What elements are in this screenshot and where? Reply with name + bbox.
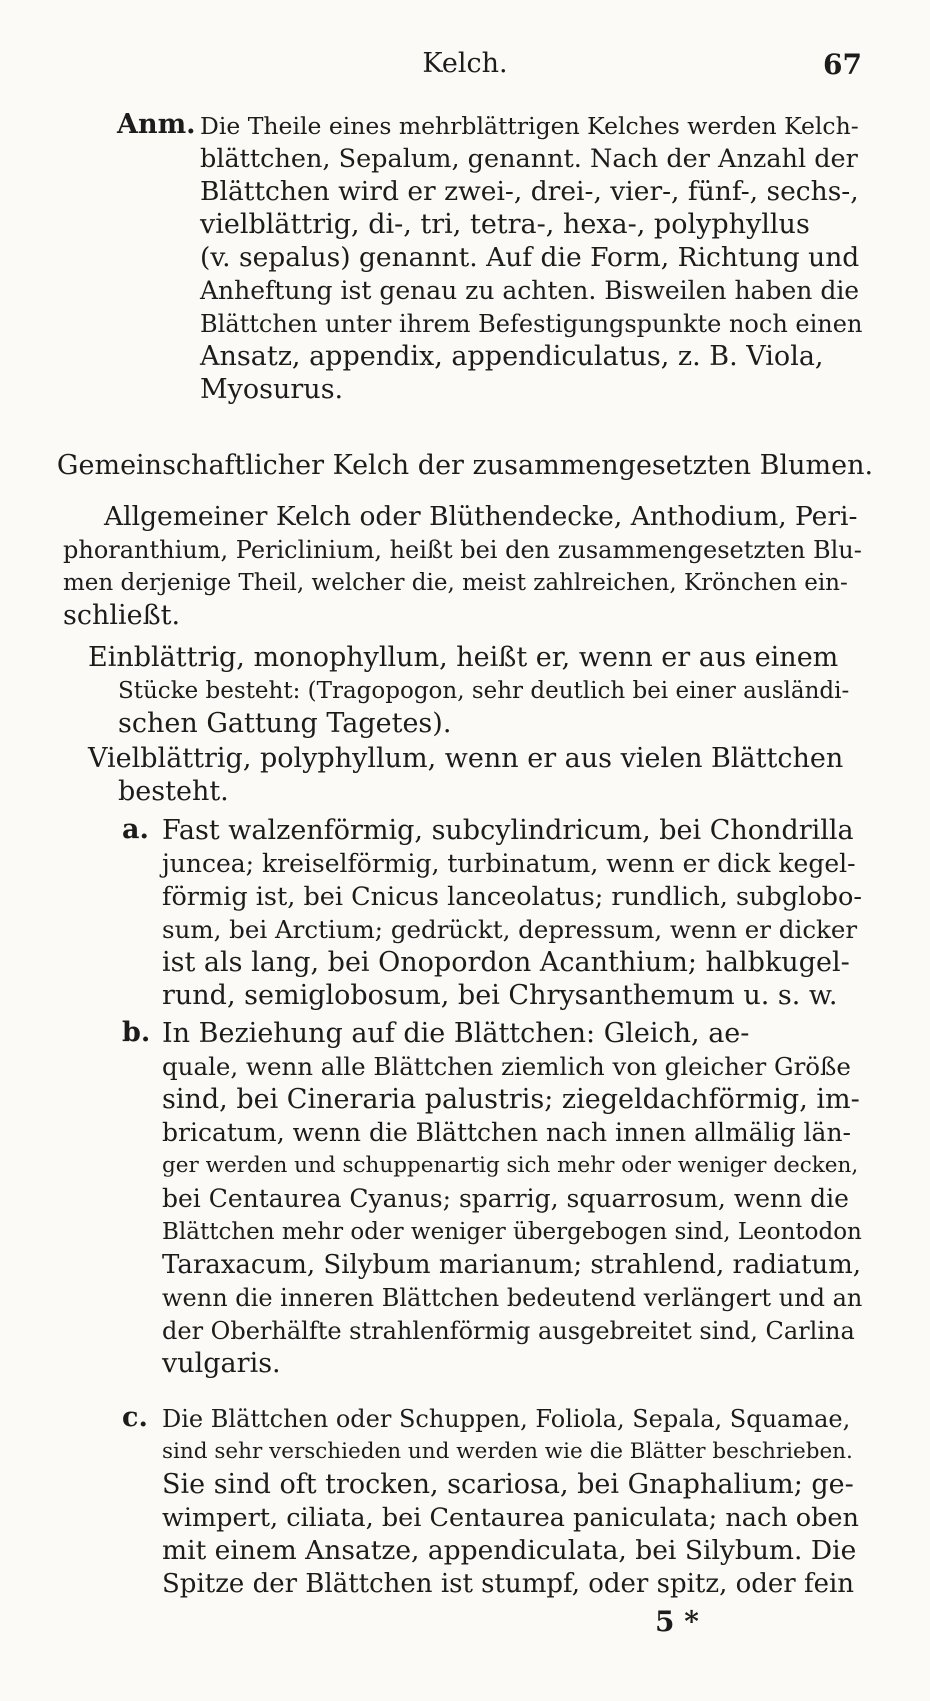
text-line: ger werden und schuppenartig sich mehr oder weniger decken, bbox=[162, 1153, 859, 1178]
text-line: Ansatz, appendix, appendiculatus, z. B. Viola, bbox=[200, 341, 824, 372]
text-line: Allgemeiner Kelch oder Blüthendecke, Anthodium, Peri- bbox=[104, 501, 858, 532]
text-line: Spitze der Blättchen ist stumpf, oder spitz, oder fein bbox=[162, 1569, 855, 1599]
text-line: juncea; kreiselförmig, turbinatum, wenn er dick kegel- bbox=[162, 849, 856, 878]
text-line: vielblättrig, di-, tri, tetra-, hexa-, polyphyllus bbox=[200, 209, 810, 240]
text-line: Anheftung ist genau zu achten. Bisweilen haben die bbox=[200, 276, 860, 305]
text-line: rund, semiglobosum, bei Chrysanthemum u. s. w. bbox=[162, 980, 838, 1011]
section-subtitle: Gemeinschaftlicher Kelch der zusammengesetzten Blumen. bbox=[56, 450, 874, 481]
text-line: In Beziehung auf die Blättchen: Gleich, ae- bbox=[162, 1018, 750, 1049]
item-a-label: a. bbox=[122, 814, 149, 845]
text-line: der Oberhälfte strahlenförmig ausgebreitet sind, Carlina bbox=[162, 1317, 855, 1345]
text-line: sum, bei Arctium; gedrückt, depressum, wenn er dicker bbox=[162, 915, 858, 944]
text-line: Blättchen mehr oder weniger übergebogen sind, Leontodon bbox=[162, 1219, 862, 1245]
text-line: förmig ist, bei Cnicus lanceolatus; rundlich, subglobo- bbox=[162, 882, 862, 912]
text-line: Fast walzenförmig, subcylindricum, bei Chondrilla bbox=[162, 815, 854, 846]
text-line: mit einem Ansatze, appendiculata, bei Silybum. Die bbox=[162, 1535, 857, 1566]
running-head: Kelch. bbox=[422, 48, 508, 79]
anm-label: Anm. bbox=[117, 109, 196, 140]
item-c-label: c. bbox=[122, 1402, 148, 1433]
text-line: Sie sind oft trocken, scariosa, bei Gnaphalium; ge- bbox=[162, 1469, 854, 1500]
text-line: Die Theile eines mehrblättrigen Kelches werden Kelch- bbox=[200, 112, 859, 140]
text-line: wimpert, ciliata, bei Centaurea paniculata; nach oben bbox=[162, 1503, 859, 1533]
text-line: (v. sepalus) genannt. Auf die Form, Richtung und bbox=[200, 242, 860, 273]
text-line: ist als lang, bei Onopordon Acanthium; halbkugel- bbox=[162, 947, 850, 978]
text-line: quale, wenn alle Blättchen ziemlich von gleicher Größe bbox=[162, 1052, 851, 1081]
text-line: Myosurus. bbox=[200, 374, 344, 405]
text-line: phoranthium, Periclinium, heißt bei den zusammengesetzten Blu- bbox=[63, 536, 862, 564]
text-line: schließt. bbox=[63, 600, 181, 631]
text-line: Die Blättchen oder Schuppen, Foliola, Sepala, Squamae, bbox=[162, 1405, 851, 1433]
signature-mark: 5 * bbox=[655, 1605, 699, 1638]
text-line: blättchen, Sepalum, genannt. Nach der Anzahl der bbox=[200, 144, 858, 174]
text-line: Blättchen wird er zwei-, drei-, vier-, fünf-, sechs-, bbox=[200, 176, 859, 207]
text-line: men derjenige Theil, welcher die, meist zahlreichen, Krönchen ein- bbox=[63, 570, 848, 596]
text-line: Vielblättrig, polyphyllum, wenn er aus vielen Blättchen bbox=[88, 743, 844, 774]
text-line: wenn die inneren Blättchen bedeutend verlängert und an bbox=[162, 1284, 863, 1312]
text-line: Einblättrig, monophyllum, heißt er, wenn er aus einem bbox=[88, 642, 839, 673]
text-line: besteht. bbox=[118, 776, 229, 807]
page-number: 67 bbox=[823, 48, 862, 81]
text-line: bricatum, wenn die Blättchen nach innen allmälig län- bbox=[162, 1118, 851, 1147]
item-b-label: b. bbox=[122, 1017, 151, 1048]
text-line: Stücke besteht: (Tragopogon, sehr deutlich bei einer ausländi- bbox=[118, 678, 850, 704]
text-line: Taraxacum, Silybum marianum; strahlend, radiatum, bbox=[162, 1250, 862, 1280]
text-line: vulgaris. bbox=[162, 1348, 281, 1379]
text-line: Blättchen unter ihrem Befestigungspunkte noch einen bbox=[200, 310, 863, 338]
text-line: sind sehr verschieden und werden wie die Blätter beschrieben. bbox=[162, 1439, 853, 1464]
text-line: sind, bei Cineraria palustris; ziegeldachförmig, im- bbox=[162, 1084, 860, 1115]
text-line: schen Gattung Tagetes). bbox=[118, 708, 452, 739]
text-line: bei Centaurea Cyanus; sparrig, squarrosum, wenn die bbox=[162, 1184, 849, 1213]
